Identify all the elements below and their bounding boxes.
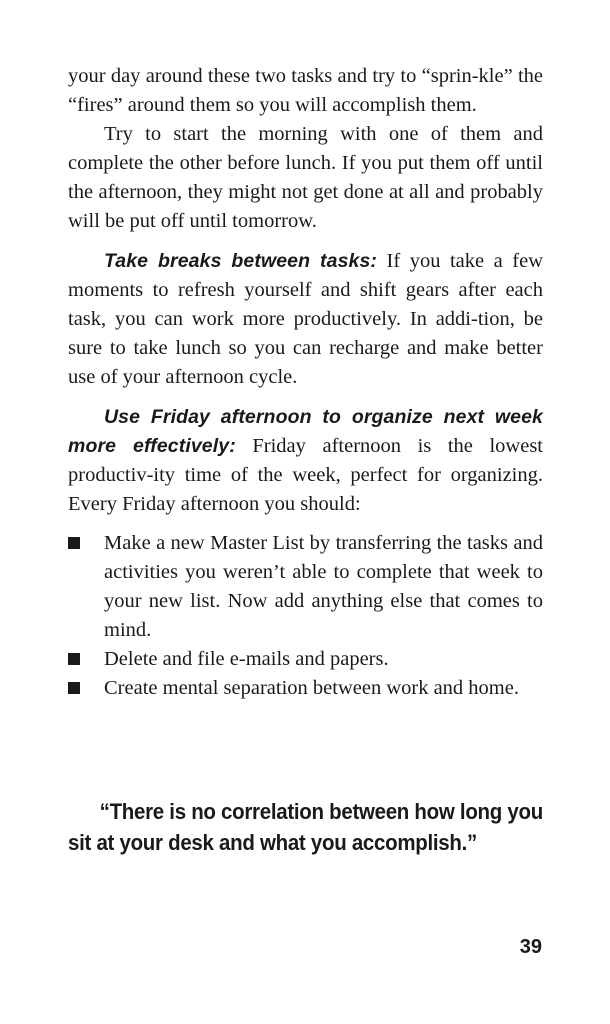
paragraph-friday (68, 403, 543, 519)
list-item (68, 645, 543, 674)
page-number: 39 (519, 936, 542, 958)
pull-quote: “There is no correlation between how long you sit at your desk and what you accomplish.” (68, 799, 543, 855)
list-item (68, 529, 543, 645)
list-item-text: Create mental separation between work and home. (104, 677, 519, 699)
paragraph-friday-text: Friday afternoon is the lowest productiv-ity time of the week, perfect for organizing. Every Friday afternoon you should: (68, 435, 543, 515)
paragraph-morning: Try to start the morning with one of them and complete the other before lunch. If you put them off until the afternoon, they might not get done at all and probably will be put off until tomorrow. (68, 123, 543, 232)
heading-take-breaks: Take breaks between tasks: (104, 250, 378, 272)
heading-friday: Use Friday afternoon to organize next week more effectively: (68, 406, 543, 457)
paragraph-breaks (68, 247, 543, 392)
list-item (68, 674, 543, 703)
page-body (68, 62, 543, 703)
square-bullet-icon (68, 682, 80, 694)
bullet-list (68, 529, 543, 703)
square-bullet-icon (68, 537, 80, 549)
paragraph-breaks-text: If you take a few moments to refresh yourself and shift gears after each task, you can work more productively. In addi-tion, be sure to take lunch so you can recharge and make better use of your afternoon cycle. (68, 250, 543, 388)
list-item-text: Delete and file e-mails and papers. (104, 648, 389, 670)
square-bullet-icon (68, 653, 80, 665)
list-item-text: Make a new Master List by transferring the tasks and activities you weren’t able to complete that week to your new list. Now add anything else that comes to mind. (104, 532, 543, 641)
paragraph-continuation: your day around these two tasks and try to “sprin-kle” the “fires” around them so you will accomplish them. (68, 65, 543, 116)
